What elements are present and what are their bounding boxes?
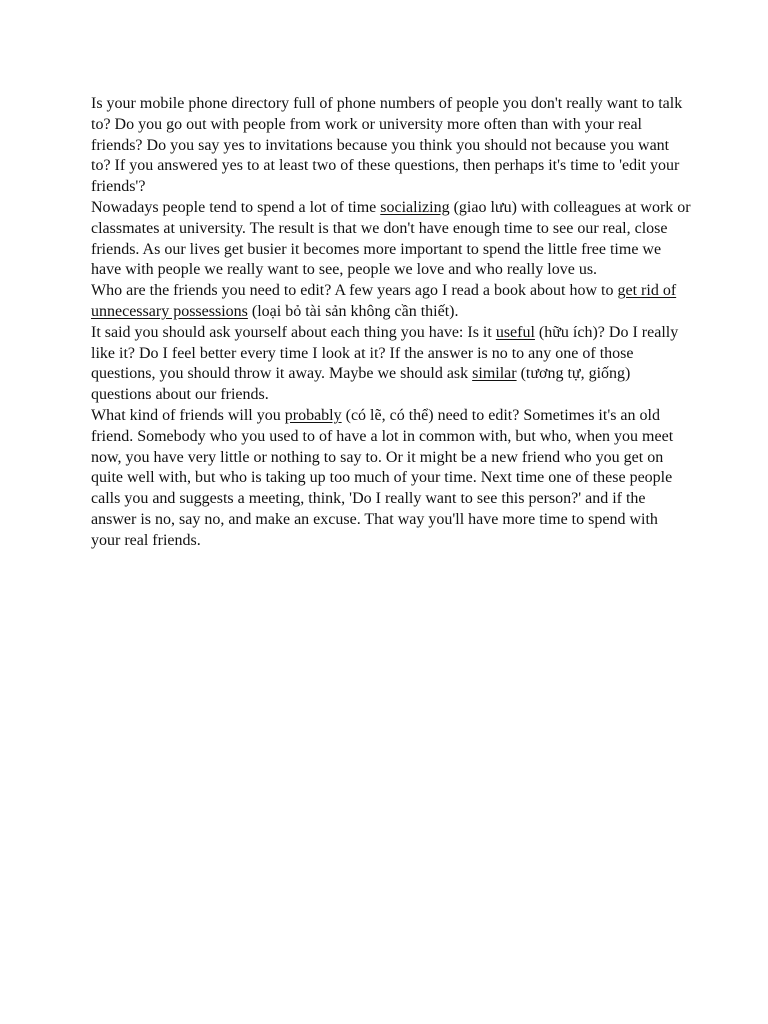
paragraph-text: Is your mobile phone directory full of phone numbers of people you don't really want to talk to? Do you go out with people from work or university more often than with your real friends? Do you say yes to invitations because you think you should not because you want to? If you answered yes to at least two of these questions, then perhaps it's time to 'edit your friends'? bbox=[91, 95, 683, 196]
paragraph-kind-of-friends bbox=[91, 406, 691, 552]
underlined-term: probably bbox=[284, 406, 342, 424]
underlined-term: socializing bbox=[380, 198, 450, 216]
paragraph-text: It said you should ask yourself about each thing you have: Is it bbox=[91, 323, 496, 341]
paragraph-text: What kind of friends will you bbox=[91, 406, 285, 424]
paragraph-text: Nowadays people tend to spend a lot of time bbox=[91, 198, 381, 216]
paragraph-questions bbox=[91, 323, 691, 406]
underlined-term: similar bbox=[472, 365, 517, 383]
underlined-term: useful bbox=[495, 323, 535, 341]
paragraph-text: (hữu ích)? Do I really like it? Do I feel better every time I look at it? If the answer is no to any one of those questions, you should throw it away. Maybe we should ask bbox=[91, 323, 679, 383]
paragraph-text: Who are the friends you need to edit? A few years ago I read a book about how to bbox=[91, 282, 618, 300]
paragraph-text: (giao lưu) with colleagues at work or classmates at university. The result is that we don't have enough time to see our real, close friends. As our lives get busier it becomes more important to spend the little free time we have with people we really want to see, people we love and who really love us. bbox=[91, 198, 691, 279]
paragraph-who-to-edit bbox=[91, 281, 691, 323]
paragraph-intro bbox=[91, 94, 691, 198]
paragraph-text: (loại bỏ tài sản không cần thiết). bbox=[247, 302, 459, 320]
paragraph-socializing bbox=[91, 198, 691, 281]
document-body bbox=[91, 94, 691, 552]
paragraph-text: (tương tự, giống) questions about our friends. bbox=[91, 365, 631, 404]
paragraph-text: (có lẽ, có thể) need to edit? Sometimes it's an old friend. Somebody who you used to of have a lot in common with, but who, when you meet now, you have very little or nothing to say to. Or it might be a new friend who you get on quite well with, but who is taking up too much of your time. Next time one of these people calls you and suggests a meeting, think, 'Do I really want to see this person?' and if the answer is no, say no, and make an excuse. That way you'll have more time to spend with your real friends. bbox=[91, 406, 674, 549]
underlined-term: get rid of unnecessary possessions bbox=[91, 282, 677, 320]
